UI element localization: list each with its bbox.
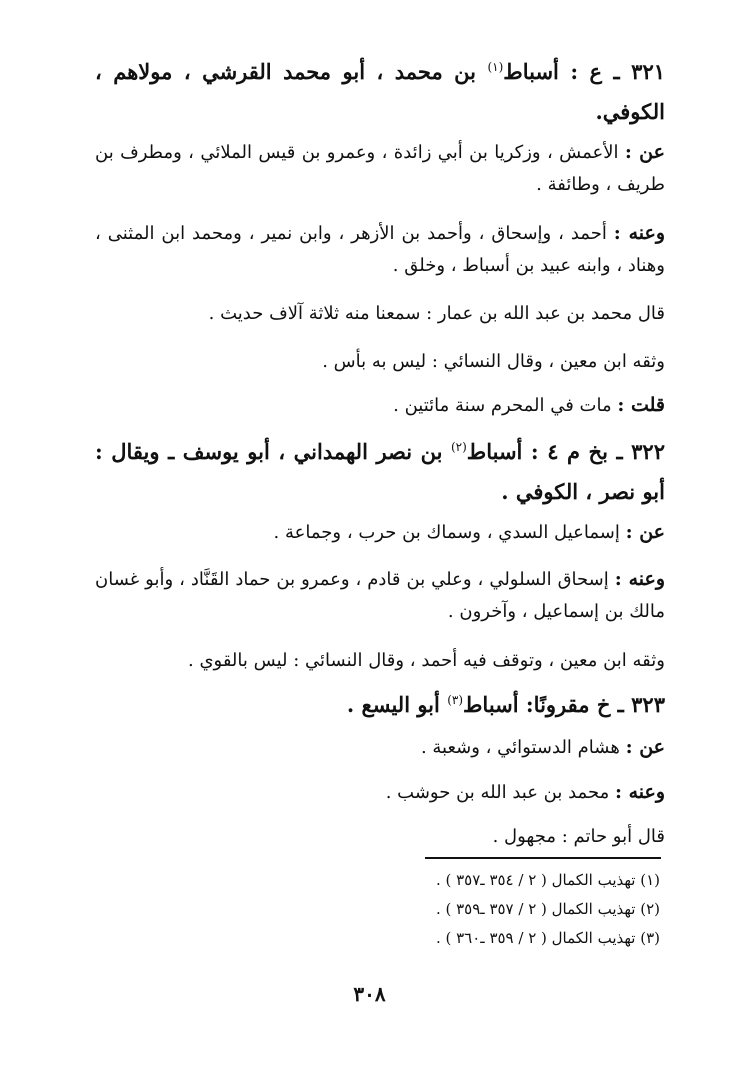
footnote-ref: (١) xyxy=(487,60,504,74)
line-text: محمد بن عبد الله بن حوشب . xyxy=(385,782,615,803)
line-text: قال محمد بن عبد الله بن عمار : سمعنا منه ثلاثة آلاف حديث . xyxy=(208,303,665,324)
line-lead: وعنه : xyxy=(613,222,665,244)
line-text: الأعمش ، وزكريا بن أبي زائدة ، وعمرو بن قيس الملائي ، ومطرف بن طريف ، وطائفة . xyxy=(95,142,665,195)
line-lead: وعنه : xyxy=(614,568,666,590)
entry-322-line-students xyxy=(95,563,665,628)
entry-322-line-grading xyxy=(95,644,665,677)
entry-323-line-from xyxy=(95,731,665,764)
entry-321-line-students xyxy=(95,217,665,282)
line-text: إسماعيل السدي ، وسماك بن حرب ، وجماعة . xyxy=(273,522,626,543)
entry-322-heading xyxy=(95,432,665,512)
line-lead: وعنه : xyxy=(614,781,665,803)
entry-heading-label: ٣٢١ ـ ع : أسباط xyxy=(503,59,666,84)
entry-heading-rest: أبو اليسع . xyxy=(346,692,448,717)
line-lead: عن : xyxy=(625,521,665,543)
entry-321-line-from xyxy=(95,136,665,201)
line-text: وثقه ابن معين ، وقال النسائي : ليس به بأس . xyxy=(322,351,665,372)
footnote-divider xyxy=(425,857,661,859)
entry-321-line-quote xyxy=(95,297,665,330)
line-lead: عن : xyxy=(624,141,665,163)
line-text: وثقه ابن معين ، وتوقف فيه أحمد ، وقال النسائي : ليس بالقوي . xyxy=(188,650,665,671)
entry-321-line-note xyxy=(95,389,665,422)
entry-321-line-grading xyxy=(95,345,665,378)
entry-heading-rest: بن نصر الهمداني ، أبو يوسف ـ ويقال : أبو نصر ، الكوفي . xyxy=(95,439,665,504)
footnote-2: (٢) تهذيب الكمال ( ٢ / ٣٥٧ ـ٣٥٩ ) . xyxy=(435,900,660,918)
entry-heading-label: ٣٢٢ ـ بخ م ٤ : أسباط xyxy=(466,439,665,464)
footnote-1: (١) تهذيب الكمال ( ٢ / ٣٥٤ ـ٣٥٧ ) . xyxy=(435,871,660,889)
entry-323-heading xyxy=(95,685,665,725)
entry-323-line-students xyxy=(95,776,665,809)
line-text: قال أبو حاتم : مجهول . xyxy=(492,826,665,847)
entry-322-line-from xyxy=(95,516,665,549)
line-lead: قلت : xyxy=(617,394,665,416)
line-text: أحمد ، وإسحاق ، وأحمد بن الأزهر ، وابن نمير ، ومحمد ابن المثنى ، وهناد ، وابنه عبيد بن أسباط ، وخلق . xyxy=(95,223,665,276)
footnote-ref: (٢) xyxy=(450,440,467,454)
line-text: مات في المحرم سنة مائتين . xyxy=(393,395,618,416)
page-number: ٣٠٨ xyxy=(353,982,386,1006)
line-text: هشام الدستوائي ، وشعبة . xyxy=(420,737,626,758)
line-text: إسحاق السلولي ، وعلي بن قادم ، وعمرو بن حماد القَنَّاد ، وأبو غسان مالك بن إسماعيل ، وآخرون . xyxy=(95,569,665,622)
entry-heading-rest: بن محمد ، أبو محمد القرشي ، مولاهم ، الكوفي. xyxy=(95,59,665,124)
entry-heading-label: ٣٢٣ ـ خ مقرونًا: أسباط xyxy=(463,692,665,717)
entry-323-line-grading xyxy=(95,820,665,853)
line-lead: عن : xyxy=(625,736,665,758)
entry-321-heading xyxy=(95,52,665,132)
footnote-3: (٣) تهذيب الكمال ( ٢ / ٣٥٩ ـ٣٦٠ ) . xyxy=(435,929,660,947)
footnote-ref: (٣) xyxy=(447,693,464,707)
